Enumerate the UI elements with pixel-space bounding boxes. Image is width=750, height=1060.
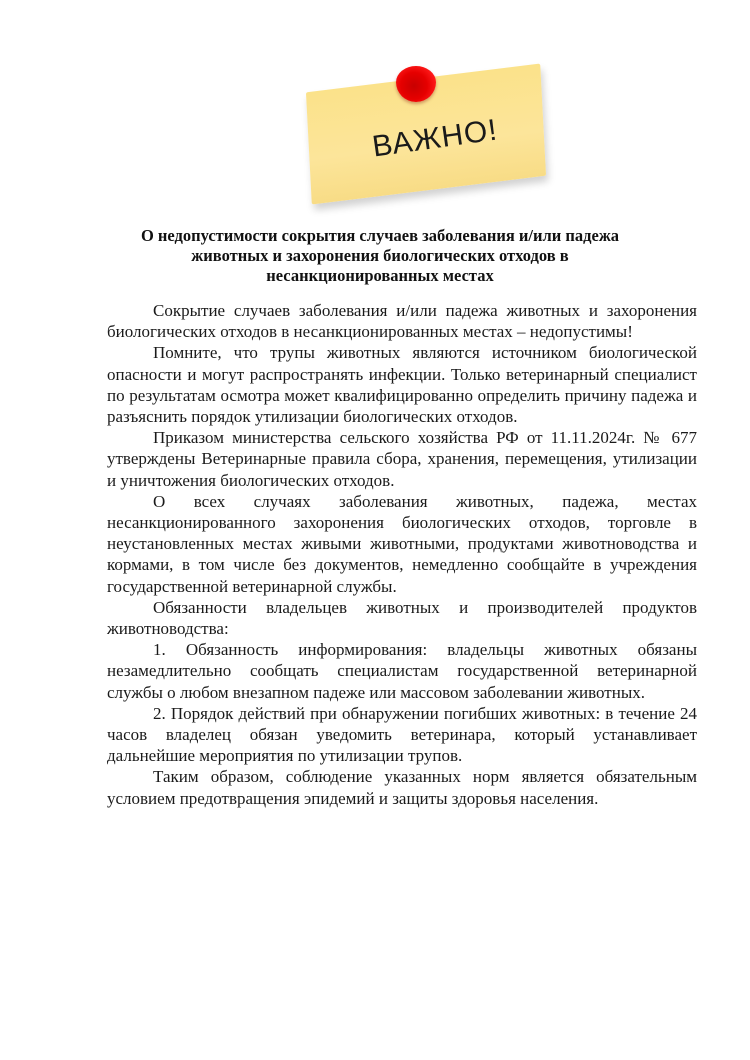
paragraph-biohazard: Помните, что трупы животных являются источником биологической опасности и могут распространять инфекции. Только ветеринарный специалист по результатам осмотра может квалифицированно определить причину падежа и разъяснить порядок утилизации биологических отходов. <box>107 343 697 427</box>
paragraph-duties-heading: Обязанности владельцев животных и производителей продуктов животноводства: <box>107 597 697 639</box>
paragraph-concealment: Сокрытие случаев заболевания и/или падежа животных и захоронения биологических отходов в несанкционированных местах – недопустимы! <box>107 301 697 342</box>
title-line-1: О недопустимости сокрытия случаев заболевания и/или падежа <box>140 226 620 245</box>
document-title <box>100 226 660 286</box>
paragraph-duty-1: 1. Обязанность информирования: владельцы животных обязаны незамедлительно сообщать специалистам государственной ветеринарной службы о любом внезапном падеже или массовом заболевании животных. <box>107 640 697 702</box>
important-sticky-note <box>300 60 560 200</box>
paragraph-duty-2: 2. Порядок действий при обнаружении погибших животных: в течение 24 часов владелец обязан уведомить ветеринара, который устанавливает дальнейшие мероприятия по утилизации трупов. <box>107 703 697 766</box>
title-line-3: несанкционированных местах <box>266 266 494 285</box>
title-line-2: животных и захоронения биологических отходов в <box>191 246 569 265</box>
paragraph-order: Приказом министерства сельского хозяйства РФ от 11.11.2024г. № 677 утверждены Ветеринарные правила сбора, хранения, перемещения, утилизации и уничтожения биологических отходов. <box>107 428 697 490</box>
document-body <box>107 300 697 809</box>
paragraph-conclusion: Таким образом, соблюдение указанных норм является обязательным условием предотвращения эпидемий и защиты здоровья населения. <box>107 767 697 808</box>
paragraph-report: О всех случаях заболевания животных, падежа, местах несанкционированного захоронения биологических отходов, торговле в неустановленных местах живыми животными, продуктами животноводства и кормами, в том числе без документов, немедленно сообщайте в учреждения государственной ветеринарной службы. <box>107 491 697 596</box>
sticky-note-label: ВАЖНО! <box>370 113 500 164</box>
